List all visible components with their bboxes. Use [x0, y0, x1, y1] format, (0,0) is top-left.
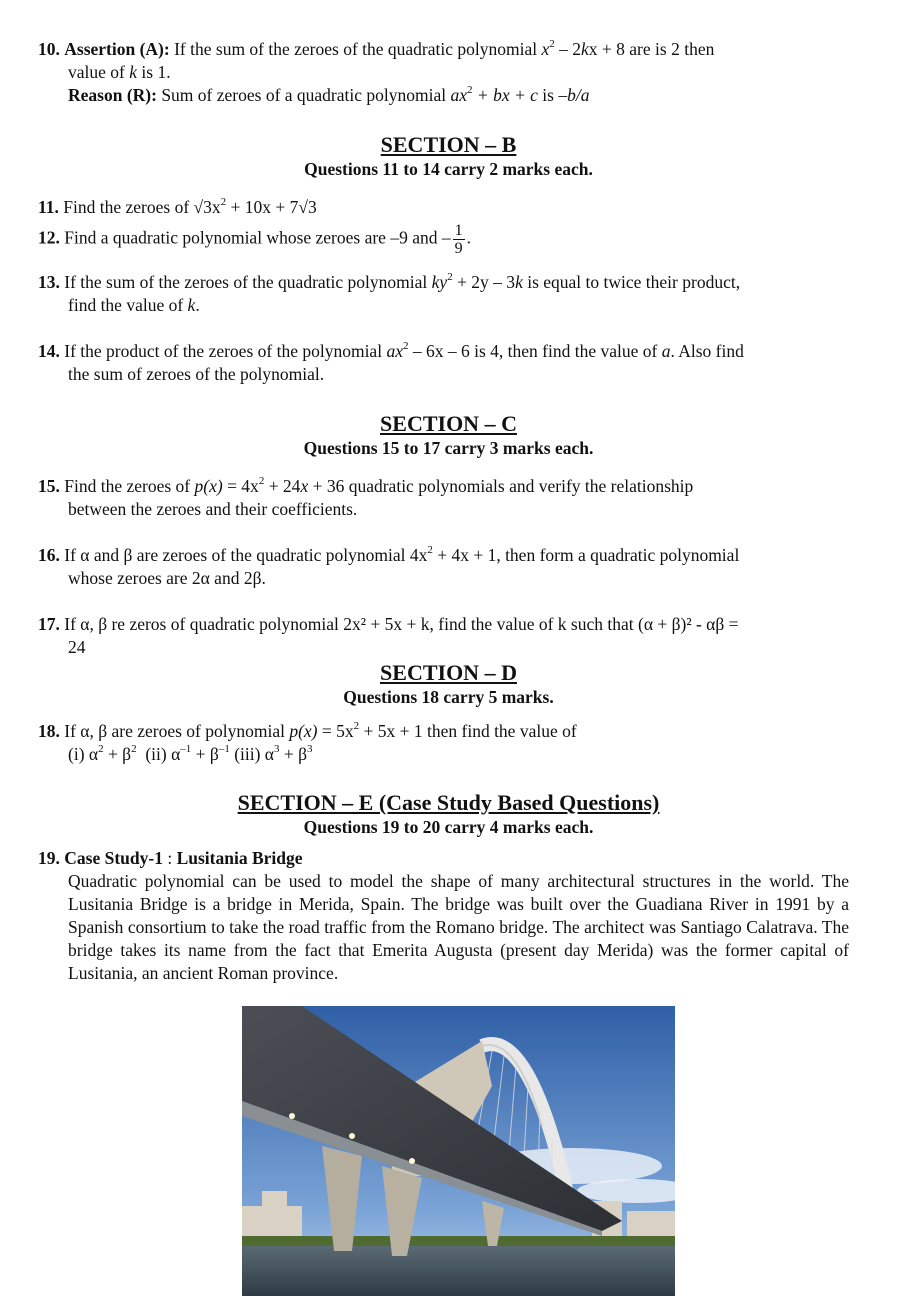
- question-text: Find the zeroes of √3x: [63, 197, 221, 217]
- question-text: whose zeroes are 2α and 2β.: [68, 568, 266, 588]
- section-title: SECTION – C: [380, 411, 517, 436]
- math-var: p(x): [194, 476, 223, 496]
- math-text: + 2y – 3: [452, 272, 516, 292]
- math-var: a: [661, 341, 671, 361]
- denominator: 9: [454, 240, 463, 257]
- question-text: . Also find: [670, 341, 744, 361]
- exponent: 2: [427, 544, 433, 557]
- part-ii: (ii) α: [136, 744, 181, 764]
- assertion-text: value of: [68, 62, 125, 82]
- reason-text: Sum of zeroes of a quadratic polynomial: [161, 85, 447, 105]
- exponent: 2: [131, 743, 137, 756]
- math-var: p(x): [289, 721, 318, 741]
- bridge-photo: [242, 1006, 675, 1296]
- question-10: [38, 38, 849, 107]
- exponent: 2: [258, 475, 265, 488]
- question-number: 12.: [38, 227, 60, 248]
- assertion-text: is 1.: [141, 62, 171, 82]
- math-var: ky: [431, 272, 448, 292]
- question-text: + 4x + 1, then form a quadratic polynomial: [432, 545, 740, 565]
- part-iii: (iii) α: [229, 744, 274, 764]
- section-c-header: [0, 411, 897, 459]
- part-ii: + β: [191, 744, 219, 764]
- exponent: 2: [353, 720, 360, 733]
- math-var: ax: [450, 85, 468, 105]
- section-title: SECTION – D: [380, 660, 517, 685]
- math-text: x + 8 are is 2 then: [588, 39, 715, 59]
- exponent: 2: [467, 84, 473, 97]
- section-d-header: [0, 660, 897, 708]
- math-text: = 4x: [222, 476, 259, 496]
- question-text: the sum of zeroes of the polynomial.: [68, 364, 325, 384]
- exponent: 3: [273, 743, 280, 756]
- question-text: If α, β are zeroes of polynomial: [64, 721, 285, 741]
- exponent: 3: [307, 743, 313, 756]
- math-var: x: [300, 476, 309, 496]
- bridge-illustration: [242, 1006, 675, 1296]
- exponent: –1: [180, 743, 192, 756]
- question-text: + 5x + 1 then find the value of: [359, 721, 577, 741]
- question-18: [38, 720, 849, 766]
- math-text: + 24: [264, 476, 301, 496]
- question-text: is equal to twice their product,: [527, 272, 741, 292]
- exponent: 2: [220, 196, 227, 209]
- math-text: – 2: [554, 39, 582, 59]
- question-text: between the zeroes and their coefficients.: [68, 499, 358, 519]
- question-text: Find the zeroes of: [64, 476, 191, 496]
- section-b-header: [0, 132, 897, 180]
- exponent: 2: [549, 38, 555, 51]
- math-text: – 6x – 6 is 4, then find the value of: [408, 341, 658, 361]
- fraction: [453, 222, 465, 257]
- section-subtitle: Questions 11 to 14 carry 2 marks each.: [304, 159, 593, 179]
- question-text: 24: [68, 637, 86, 657]
- math-var: k: [187, 295, 196, 315]
- math-var: k: [515, 272, 523, 292]
- math-var: ax: [386, 341, 403, 361]
- exponent: 2: [402, 340, 409, 353]
- section-subtitle: Questions 19 to 20 carry 4 marks each.: [303, 817, 594, 837]
- math-var: –b/a: [558, 85, 590, 105]
- part-i: + β: [103, 744, 132, 764]
- numerator: 1: [454, 222, 463, 239]
- question-text: If α and β are zeroes of the quadratic polynomial 4x: [64, 545, 428, 565]
- question-text: + 10x + 7√3: [226, 197, 317, 217]
- question-11: [38, 196, 849, 219]
- separator: :: [162, 848, 177, 868]
- assertion-text: If the sum of the zeroes of the quadratic polynomial: [174, 39, 538, 59]
- section-subtitle: Questions 18 carry 5 marks.: [343, 687, 554, 707]
- exponent: 2: [98, 743, 104, 756]
- question-12: [38, 222, 849, 257]
- question-number: 11.: [38, 197, 59, 217]
- question-19: [38, 847, 849, 985]
- question-text: find the value of: [68, 295, 184, 315]
- reason-label: Reason (R):: [68, 85, 157, 105]
- question-16: [38, 544, 849, 590]
- math-var: k: [581, 39, 589, 59]
- question-number: 10.: [38, 39, 60, 59]
- part-i: (i) α: [68, 744, 99, 764]
- case-study-paragraph: Quadratic polynomial can be used to model the shape of many architectural structures in the world. The Lusitania Bridge is a bridge in Merida, Spain. The bridge was built over the Guadiana River in 1991 by a Spanish consortium to take the road traffic from the Romano bridge. The architect was Santiago Calatrava. The bridge takes its name from the fact that Emerita Augusta (present day Merida) was the former capital of Lusitania, an ancient Roman province.: [68, 871, 849, 983]
- part-iii: + β: [279, 744, 308, 764]
- question-text: + 36 quadratic polynomials and verify the relationship: [308, 476, 694, 496]
- question-text: .: [466, 227, 471, 248]
- question-number: 14.: [38, 341, 60, 361]
- question-text: Find a quadratic polynomial whose zeroes are –9 and –: [64, 227, 451, 248]
- math-text: = 5x: [317, 721, 354, 741]
- section-e-header: [0, 790, 897, 838]
- reason-text: is: [542, 85, 554, 105]
- section-title: SECTION – E (Case Study Based Questions): [237, 790, 660, 815]
- question-text: If α, β re zeros of quadratic polynomial 2x² + 5x + k, find the value of k such that (α + β)² - αβ =: [64, 614, 739, 634]
- question-number: 13.: [38, 272, 60, 292]
- river: [242, 1246, 675, 1296]
- question-number: 16.: [38, 545, 60, 565]
- math-var: k: [129, 62, 138, 82]
- question-text: If the product of the zeroes of the polynomial: [64, 341, 383, 361]
- question-text: If the sum of the zeroes of the quadratic polynomial: [64, 272, 428, 292]
- question-number: 19.: [38, 848, 60, 868]
- question-number: 18.: [38, 721, 60, 741]
- question-14: [38, 340, 849, 386]
- case-study-title: Lusitania Bridge: [176, 848, 303, 868]
- exponent: –1: [218, 743, 230, 756]
- math-var: x: [541, 39, 550, 59]
- assertion-label: Assertion (A):: [64, 39, 170, 59]
- exponent: 2: [447, 271, 453, 284]
- case-study-heading: Case Study-1: [64, 848, 163, 868]
- section-title: SECTION – B: [380, 132, 517, 157]
- question-15: [38, 475, 849, 521]
- question-text: .: [195, 295, 200, 315]
- question-17: [38, 613, 849, 659]
- section-subtitle: Questions 15 to 17 carry 3 marks each.: [303, 438, 594, 458]
- question-number: 17.: [38, 614, 60, 634]
- question-number: 15.: [38, 476, 60, 496]
- math-var: + bx + c: [476, 85, 538, 105]
- question-13: [38, 271, 849, 317]
